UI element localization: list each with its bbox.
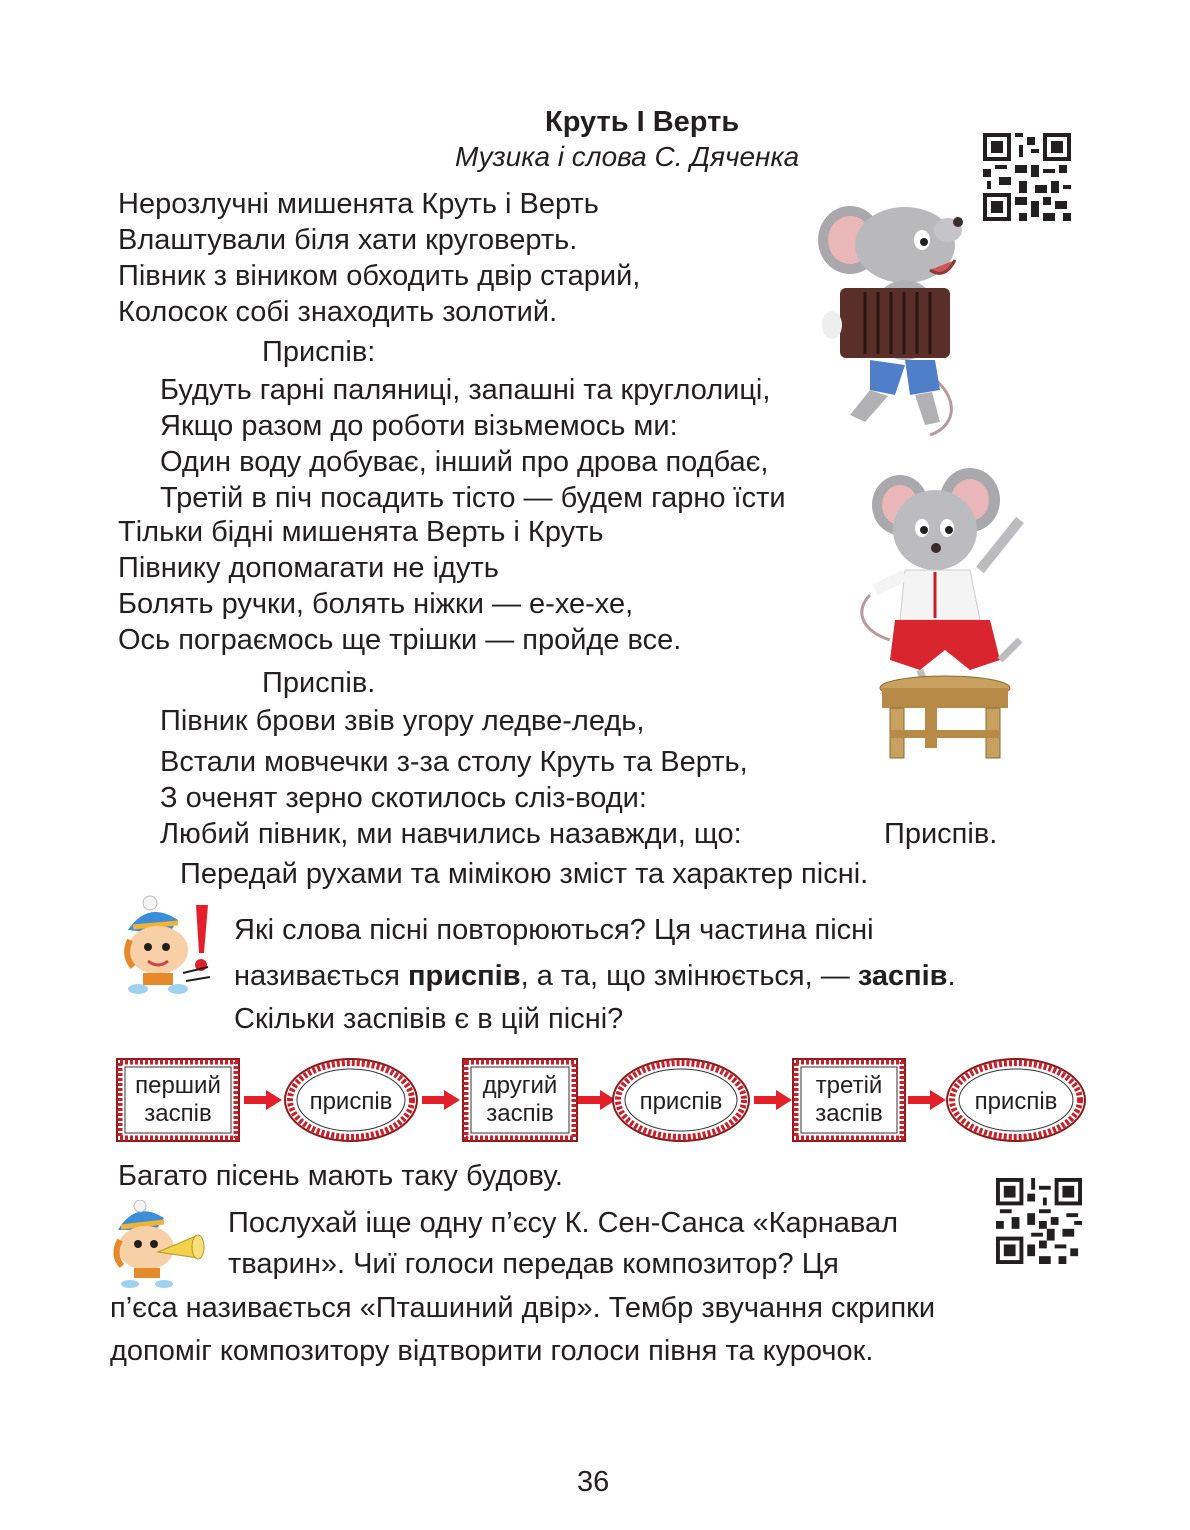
song-subtitle: Музика і слова С. Дяченка [455, 141, 800, 172]
chorus-line: Один воду добуває, інший про дрова подбає, [160, 446, 769, 478]
verse3-line: З оченят зерно скотилось сліз-води: [160, 782, 647, 814]
verse1-line: Влаштували біля хати круговерть. [118, 224, 578, 256]
page-number: 36 [577, 1466, 610, 1498]
arrow-icon [906, 1088, 948, 1112]
question-line: Скільки заспівів є в цій пісні? [234, 1003, 624, 1035]
chorus-line: Будуть гарні паляниці, запашні та круглолиці, [160, 374, 771, 406]
verse2-line: Тільки бідні мишенята Верть і Круть [118, 516, 604, 548]
listen-line: п’єса називається «Пташиний двір». Тембр звучання скрипки [110, 1292, 936, 1324]
verse1-line: Колосок собі знаходить золотий. [118, 296, 558, 328]
song-title: Круть І Верть [545, 106, 740, 138]
structure-label: приспів [639, 1088, 723, 1115]
mouse-accordion-illustration [810, 200, 970, 440]
kid-exclamation-icon [108, 895, 218, 995]
verse3-line: Встали мовчечки з-за столу Круть та Верть, [160, 746, 748, 778]
structure-label: перший заспів [135, 1072, 221, 1127]
verse2-line: Півнику допомагати не ідуть [118, 552, 499, 584]
arrow-icon [242, 1088, 284, 1112]
arrow-icon [752, 1088, 794, 1112]
chorus-label: Приспів. [884, 818, 998, 850]
chorus-label: Приспів. [262, 667, 376, 699]
chorus-line: Третій в піч посадить тісто — будем гарно їсти [160, 482, 786, 514]
question-line: Які слова пісні повторюються? Ця частина пісні [234, 914, 874, 946]
chorus-label: Приспів: [262, 336, 376, 368]
chorus-line: Якщо разом до роботи візьмемось ми: [160, 410, 678, 442]
structure-label: приспів [309, 1088, 393, 1115]
structure-label: приспів [974, 1088, 1058, 1115]
listen-line: Послухай іще одну п’єсу К. Сен-Санса «Карнавал [228, 1207, 899, 1239]
structure-label: третій заспів [815, 1072, 883, 1127]
verse3-line: Півник брови звів угору ледве-ледь, [160, 705, 645, 737]
verse2-line: Ось пограємось ще трішки — пройде все. [118, 624, 682, 656]
verse1-line: Нерозлучні мишенята Круть і Верть [118, 188, 599, 220]
verse1-line: Півник з віником обходить двір старий, [118, 260, 641, 292]
verse2-line: Болять ручки, болять ніжки — е-хе-хе, [118, 588, 634, 620]
kid-trumpet-icon [106, 1200, 216, 1290]
question-line-2: називається приспів, а та, що змінюється, — заспів. [234, 960, 956, 992]
task-text: Передай рухами та мімікою зміст та характер пісні. [180, 858, 869, 890]
qr-code-icon[interactable] [983, 133, 1071, 221]
verse3-line: Любий півник, ми навчились назавжди, що: [160, 818, 742, 850]
listen-line: тварин». Чиї голоси передав композитор? Ця [228, 1248, 839, 1280]
note-text: Багато пісень мають таку будову. [118, 1160, 563, 1192]
qr-code-icon[interactable] [996, 1178, 1082, 1264]
arrow-icon [420, 1088, 462, 1112]
listen-line: допоміг композитору відтворити голоси півня та курочок. [110, 1335, 874, 1367]
mouse-on-stool-illustration [850, 460, 1040, 760]
structure-label: другий заспів [482, 1072, 558, 1127]
